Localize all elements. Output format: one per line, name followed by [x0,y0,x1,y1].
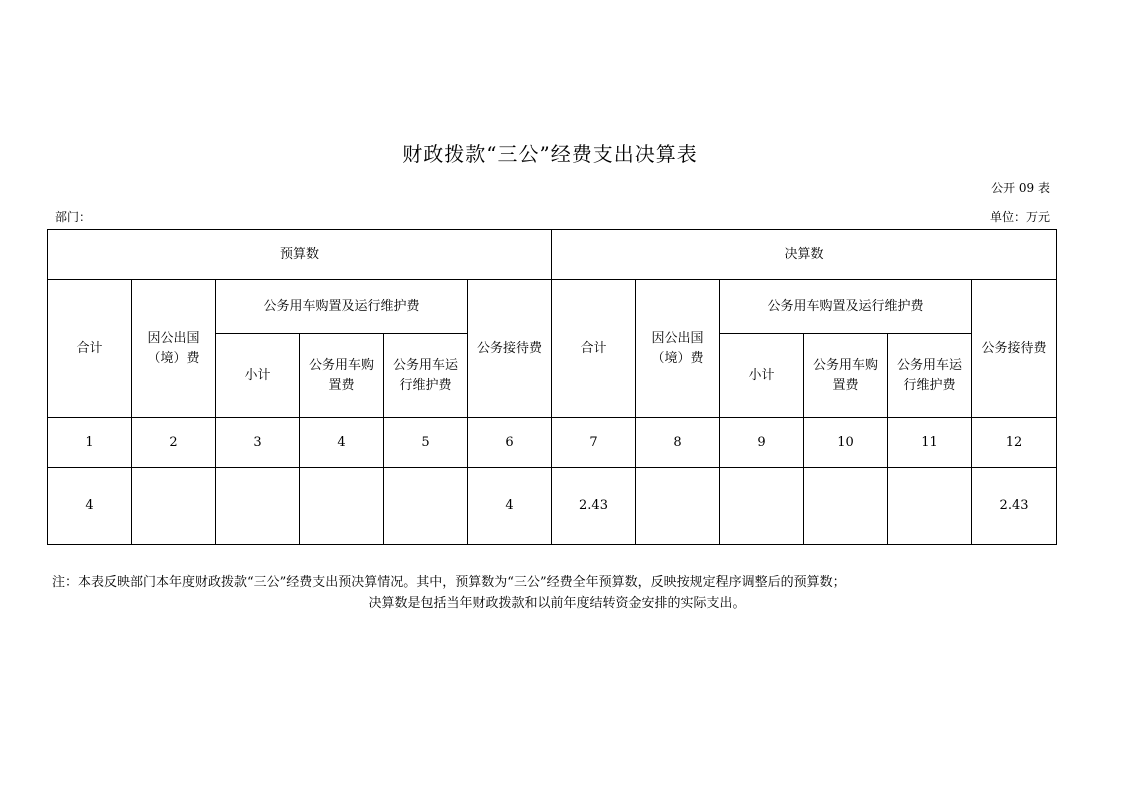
col-number: 3 [216,418,300,468]
budget-subtotal-header: 小计 [216,334,300,418]
footnote [52,572,1062,614]
data-cell [132,468,216,545]
col-number: 12 [972,418,1057,468]
budget-abroad-header: 因公出国（境）费 [132,280,216,418]
col-number: 7 [552,418,636,468]
data-cell [888,468,972,545]
data-cell [216,468,300,545]
budget-vehicle-purchase-header: 公务用车购置费 [300,334,384,418]
final-header: 决算数 [552,230,1057,280]
header-row-1 [48,230,1057,280]
page-title: 财政拨款“三公”经费支出决算表 [402,142,698,166]
data-cell: 4 [48,468,132,545]
data-cell [384,468,468,545]
footnote-line-1: 注：本表反映部门本年度财政拨款“三公”经费支出预决算情况。其中，预算数为“三公”经费全年预算数，反映按规定程序调整后的预算数； [52,575,846,590]
form-number: 公开 09 表 [991,181,1050,195]
budget-reception-header: 公务接待费 [468,280,552,418]
final-vehicle-purchase-header: 公务用车购置费 [804,334,888,418]
data-cell [636,468,720,545]
footnote-line-2: 决算数是包括当年财政拨款和以前年度结转资金安排的实际支出。 [368,596,746,611]
budget-header: 预算数 [48,230,552,280]
col-number: 4 [300,418,384,468]
column-number-row [48,418,1057,468]
col-number: 10 [804,418,888,468]
header-row-2 [48,280,1057,334]
col-number: 9 [720,418,804,468]
col-number: 5 [384,418,468,468]
expenditure-table [47,229,1057,545]
data-cell: 2.43 [972,468,1057,545]
final-reception-header: 公务接待费 [972,280,1057,418]
col-number: 2 [132,418,216,468]
budget-vehicle-maintain-header: 公务用车运行维护费 [384,334,468,418]
data-cell [720,468,804,545]
unit-label: 单位：万元 [989,210,1050,224]
data-cell [300,468,384,545]
final-total-header: 合计 [552,280,636,418]
final-vehicle-header: 公务用车购置及运行维护费 [720,280,972,334]
budget-total-header: 合计 [48,280,132,418]
col-number: 11 [888,418,972,468]
col-number: 1 [48,418,132,468]
budget-vehicle-header: 公务用车购置及运行维护费 [216,280,468,334]
col-number: 6 [468,418,552,468]
data-row [48,468,1057,545]
data-cell: 2.43 [552,468,636,545]
final-abroad-header: 因公出国（境）费 [636,280,720,418]
final-subtotal-header: 小计 [720,334,804,418]
department-label: 部门： [55,210,92,224]
data-cell: 4 [468,468,552,545]
final-vehicle-maintain-header: 公务用车运行维护费 [888,334,972,418]
col-number: 8 [636,418,720,468]
data-cell [804,468,888,545]
